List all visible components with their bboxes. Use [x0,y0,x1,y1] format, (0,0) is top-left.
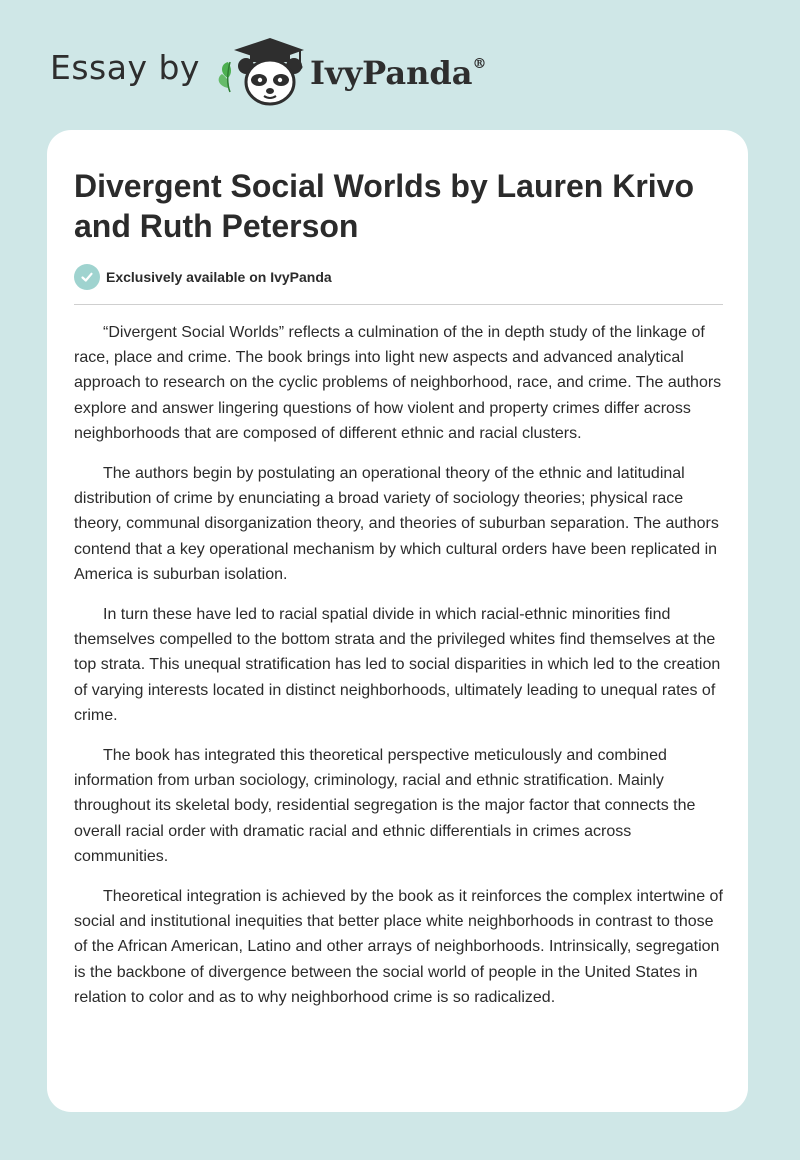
site-header [50,36,486,108]
brand-text: IvyPanda [309,54,473,92]
essay-card [47,130,748,1112]
brand-name[interactable] [310,54,486,92]
paragraph: “Divergent Social Worlds” reflects a culmination of the in depth study of the linkage of race, place and crime. The book brings into light new aspects and advanced analytical approach to research on the cyclic problems of neighborhood, race, and crime. The authors explore and answer lingering questions of how violent and property crimes differ across neighborhoods that are composed of different ethnic and racial clusters. [74,324,722,442]
exclusive-label: Exclusively available on IvyPanda [106,269,332,285]
paragraph: The book has integrated this theoretical perspective meticulously and combined information from urban sociology, criminology, racial and ethnic stratification. Mainly throughout its skeletal body, residential segregation is the major factor that connects the overall racial order with dramatic racial and ethnic differentials in crimes across communities. [74,747,696,865]
paragraph: The authors begin by postulating an operational theory of the ethnic and latitudinal distribution of crime by enunciating a broad variety of sociology theories; physical race theory, communal disorganization theory, and theories of suburban separation. The authors contend that a key operational mechanism by which cultural orders have been replicated in America is suburban isolation. [74,465,719,583]
divider [74,304,723,305]
paragraph: In turn these have led to racial spatial divide in which racial-ethnic minorities find themselves compelled to the bottom strata and the privileged whites find themselves at the top strata. This unequal stratification has led to social disparities in which led to the creation of varying interests located in distinct neighborhoods, ultimately leading to unequal rates of crime. [74,606,721,724]
panda-graduate-icon [214,36,306,108]
exclusive-badge [74,264,332,290]
check-icon [74,264,100,290]
registered-mark: ® [472,56,487,72]
essay-body [74,320,724,1025]
essay-by-label: Essay by [50,47,200,87]
paragraph: Theoretical integration is achieved by the book as it reinforces the complex intertwine of social and institutional inequities that better place white neighborhoods in contrast to those of the African American, Latino and other arrays of neighborhoods. Intrinsically, segregation is the backbone of divergence between the social world of people in the United States in relation to color and as to why neighborhood crime is so radicalized. [74,888,723,1006]
page-title: Divergent Social Worlds by Lauren Krivo and Ruth Peterson [74,168,694,244]
